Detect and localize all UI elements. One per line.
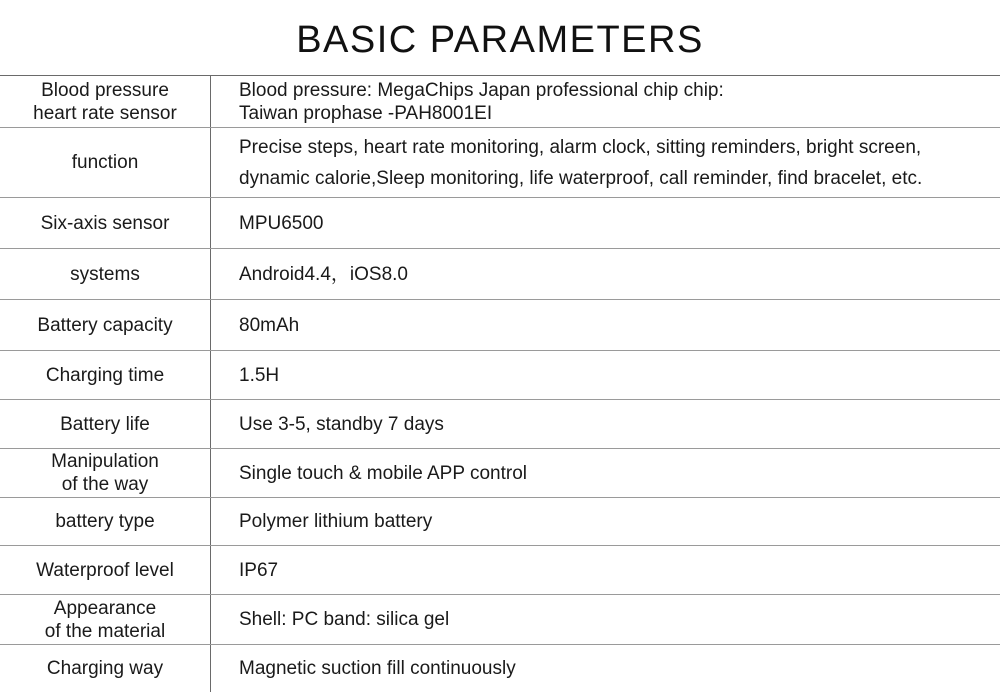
row-label — [0, 546, 211, 595]
table-row — [0, 595, 1000, 645]
row-value — [211, 645, 1000, 692]
row-label — [0, 76, 211, 128]
row-label — [0, 249, 211, 300]
row-label-line: battery type — [0, 510, 210, 533]
table-row — [0, 198, 1000, 249]
row-label — [0, 595, 211, 645]
row-label-line: of the way — [0, 473, 210, 496]
row-label — [0, 351, 211, 400]
row-label-line: Charging way — [0, 657, 210, 680]
row-label-line: Appearance — [0, 597, 210, 620]
row-label-line: systems — [0, 263, 210, 286]
row-value — [211, 449, 1000, 498]
row-value — [211, 249, 1000, 300]
table-row — [0, 300, 1000, 351]
table-row — [0, 351, 1000, 400]
row-label-line: function — [0, 151, 210, 174]
row-label-line: Charging time — [0, 364, 210, 387]
row-value — [211, 595, 1000, 645]
row-value — [211, 351, 1000, 400]
table-row — [0, 546, 1000, 595]
row-value — [211, 546, 1000, 595]
table-row — [0, 449, 1000, 498]
table-row — [0, 76, 1000, 128]
row-value-line: dynamic calorie,Sleep monitoring, life waterproof, call reminder, find bracelet, etc. — [239, 163, 1000, 194]
row-value-line: Android4.4，iOS8.0 — [239, 263, 1000, 286]
row-label-line: of the material — [0, 620, 210, 643]
table-row — [0, 249, 1000, 300]
row-value-line: 80mAh — [239, 314, 1000, 337]
row-label-line: Manipulation — [0, 450, 210, 473]
row-label — [0, 645, 211, 692]
row-label — [0, 198, 211, 249]
row-label-line: Battery capacity — [0, 314, 210, 337]
row-value — [211, 198, 1000, 249]
row-value-line: Single touch & mobile APP control — [239, 462, 1000, 485]
row-value-line: Polymer lithium battery — [239, 510, 1000, 533]
row-label — [0, 449, 211, 498]
row-label-line: Blood pressure — [0, 79, 210, 102]
table-row — [0, 645, 1000, 692]
row-value — [211, 300, 1000, 351]
table-row — [0, 400, 1000, 449]
table-row — [0, 128, 1000, 198]
row-value — [211, 128, 1000, 198]
row-label — [0, 498, 211, 546]
row-value-line: Shell: PC band: silica gel — [239, 608, 1000, 631]
row-value — [211, 76, 1000, 128]
row-label-line: Waterproof level — [0, 559, 210, 582]
parameters-table — [0, 75, 1000, 692]
row-value-line: IP67 — [239, 559, 1000, 582]
table-row — [0, 498, 1000, 546]
row-label — [0, 300, 211, 351]
row-label — [0, 128, 211, 198]
row-label-line: Six-axis sensor — [0, 212, 210, 235]
row-label-line: Battery life — [0, 413, 210, 436]
row-value-line: Use 3-5, standby 7 days — [239, 413, 1000, 436]
row-value-line: Taiwan prophase -PAH8001EI — [239, 102, 1000, 125]
row-label — [0, 400, 211, 449]
row-label-line: heart rate sensor — [0, 102, 210, 125]
row-value-line: Magnetic suction fill continuously — [239, 657, 1000, 680]
row-value — [211, 400, 1000, 449]
row-value-line: MPU6500 — [239, 212, 1000, 235]
row-value — [211, 498, 1000, 546]
row-value-line: Blood pressure: MegaChips Japan professional chip chip: — [239, 79, 1000, 102]
page-title: BASIC PARAMETERS — [0, 18, 1000, 62]
row-value-line: Precise steps, heart rate monitoring, alarm clock, sitting reminders, bright screen, — [239, 132, 1000, 163]
row-value-line: 1.5H — [239, 364, 1000, 387]
